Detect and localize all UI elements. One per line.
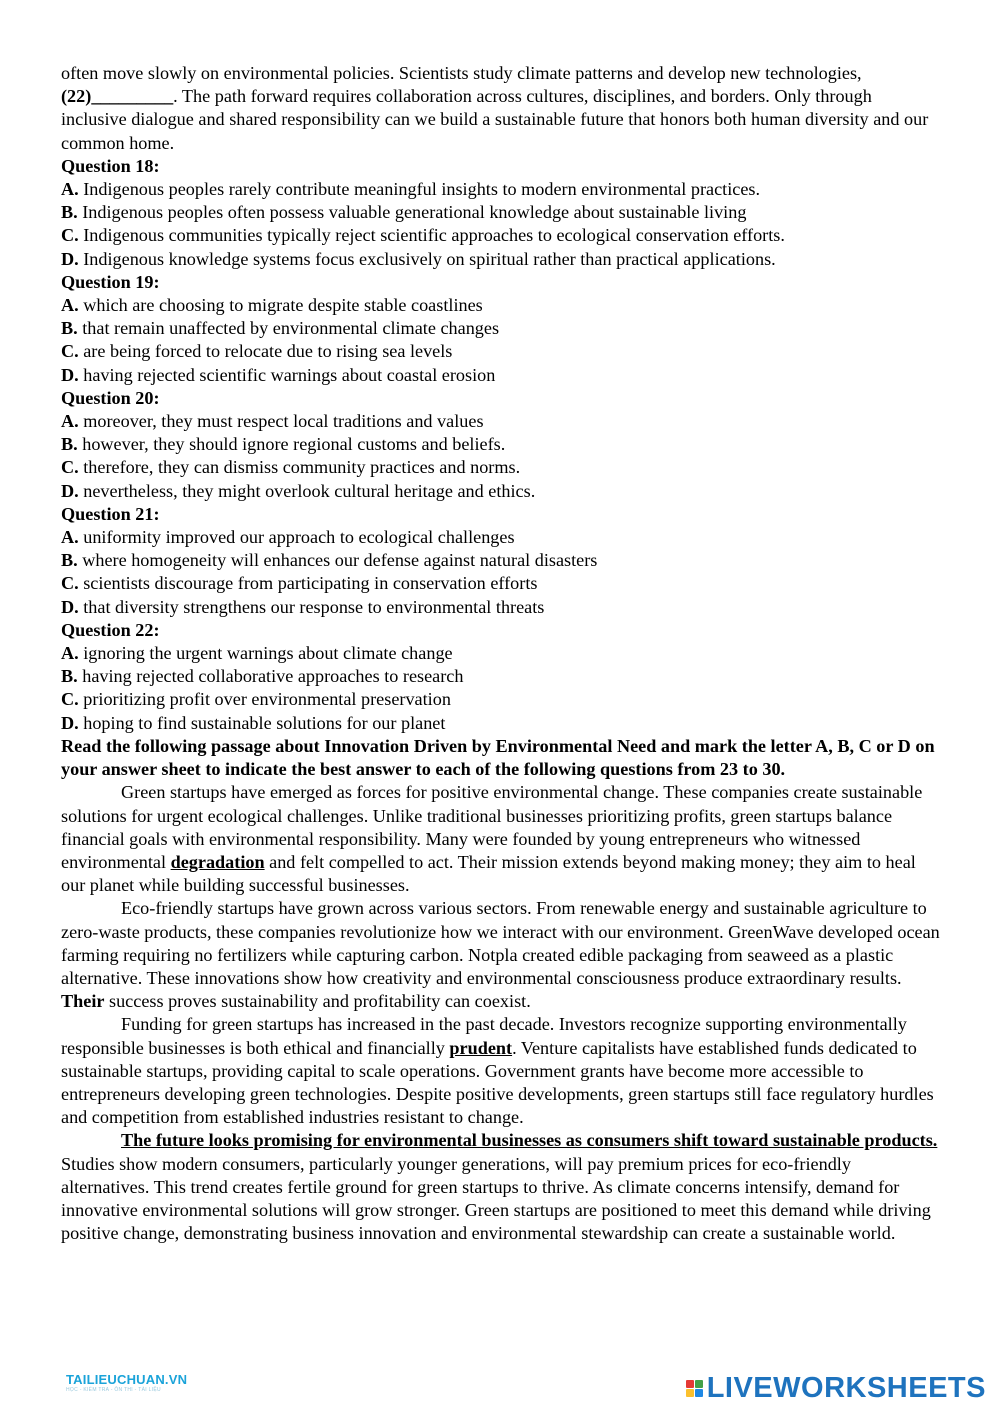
question-20-option-a[interactable]: A. moreover, they must respect local traditions and values [61,411,484,432]
question-20-option-b[interactable]: B. however, they should ignore regional customs and beliefs. [61,434,506,455]
blank-22: (22)_________ [61,86,174,107]
intro-paragraph [61,62,941,155]
liveworksheets-brand: LIVEWORKSHEETS [706,1372,986,1404]
question-20-option-d[interactable]: D. nevertheless, they might overlook cultural heritage and ethics. [61,480,536,501]
passage-paragraph-2: Eco-friendly startups have grown across various sectors. From renewable energy and sustainable agriculture to zero-waste products, these companies revolutionize how we interact with our environment. GreenWave developed ocean farming requiring no fertilizers while capturing carbon. Notpla created edible packaging from seaweed as a plastic alternative. These innovations show how creativity and environmental consciousness produce extraordinary results. Their success proves sustainability and profitability can coexist. [61,898,940,1012]
question-19-option-c[interactable]: C. are being forced to relocate due to rising sea levels [61,341,453,362]
question-22-option-a[interactable]: A. ignoring the urgent warnings about climate change [61,643,453,664]
question-22-option-d[interactable]: D. hoping to find sustainable solutions for our planet [61,712,446,733]
question-18-option-a[interactable]: A. Indigenous peoples rarely contribute meaningful insights to modern environmental practices. [61,179,761,200]
question-19-option-b[interactable]: B. that remain unaffected by environmental climate changes [61,318,500,339]
question-21-option-d[interactable]: D. that diversity strengthens our response to environmental threats [61,596,545,617]
question-18-option-c[interactable]: C. Indigenous communities typically reject scientific approaches to ecological conservation efforts. [61,225,785,246]
tailieuchuan-brand: TAILIEUCHUAN.VN [66,1372,188,1387]
underlined-sentence: The future looks promising for environmental businesses as consumers shift toward sustainable products. [121,1130,938,1151]
question-18-title: Question 18: [61,155,160,176]
question-22-title: Question 22: [61,619,160,640]
passage-paragraph-4: The future looks promising for environmental businesses as consumers shift toward sustainable products. Studies show modern consumers, particularly younger generations, will pay premium prices for eco-friendly alternatives. This trend creates fertile ground for green startups to thrive. As climate concerns intensify, demand for innovative environmental solutions will grow stronger. Green startups are positioned to meet this demand while driving positive change, demonstrating business innovation and environmental stewardship can create a sustainable world. [61,1130,938,1244]
question-20-title: Question 20: [61,387,160,408]
highlighted-word-their: Their [61,991,105,1012]
question-18-option-d[interactable]: D. Indigenous knowledge systems focus exclusively on spiritual rather than practical applications. [61,248,776,269]
question-22-option-c[interactable]: C. prioritizing profit over environmental preservation [61,689,451,710]
tailieuchuan-logo[interactable] [66,1372,187,1393]
question-21-option-c[interactable]: C. scientists discourage from participating in conservation efforts [61,573,538,594]
highlighted-word-prudent: prudent [449,1037,513,1058]
intro-text-2: . The path forward requires collaboration across cultures, disciplines, and borders. Only through inclusive dialogue and shared responsibility can we build a sustainable future that honors both human diversity and our common home. [61,86,929,153]
question-19-option-a[interactable]: A. which are choosing to migrate despite stable coastlines [61,295,483,316]
question-22-option-b[interactable]: B. having rejected collaborative approaches to research [61,666,464,687]
question-19-title: Question 19: [61,271,160,292]
tailieuchuan-tagline: HỌC - KIỂM TRA - ÔN THI - TÀI LIỆU [66,1387,161,1393]
reading-instruction: Read the following passage about Innovation Driven by Environmental Need and mark the letter A, B, C or D on your answer sheet to indicate the best answer to each of the following questions from 23 to 30. [61,735,935,780]
passage-paragraph-3: Funding for green startups has increased in the past decade. Investors recognize supporting environmentally responsible businesses is both ethical and financially prudent. Venture capitalists have established funds dedicated to sustainable startups, providing capital to scale operations. Government grants have become more accessible to entrepreneurs developing green technologies. Despite positive developments, green startups still face regulatory hurdles and competition from established industries resistant to change. [61,1014,934,1128]
liveworksheets-logo[interactable] [686,1372,986,1405]
highlighted-word-degradation: degradation [170,851,265,872]
passage-paragraph-1: Green startups have emerged as forces for positive environmental change. These companies create sustainable solutions for urgent ecological challenges. Unlike traditional businesses prioritizing profits, green startups balance financial goals with environmental responsibility. Many were founded by young entrepreneurs who witnessed environmental degradation and felt compelled to act. Their mission extends beyond making money; they aim to heal our planet while building successful businesses. [61,782,923,896]
liveworksheets-icon [686,1380,703,1397]
question-21-option-b[interactable]: B. where homogeneity will enhances our defense against natural disasters [61,550,598,571]
question-18-option-b[interactable]: B. Indigenous peoples often possess valuable generational knowledge about sustainable living [61,202,747,223]
question-21-option-a[interactable]: A. uniformity improved our approach to ecological challenges [61,527,515,548]
question-20-option-c[interactable]: C. therefore, they can dismiss community practices and norms. [61,457,521,478]
intro-text-1: often move slowly on environmental policies. Scientists study climate patterns and develop new technologies, [61,63,862,83]
question-21-title: Question 21: [61,503,160,524]
question-19-option-d[interactable]: D. having rejected scientific warnings about coastal erosion [61,364,496,385]
document-page [61,62,941,1245]
